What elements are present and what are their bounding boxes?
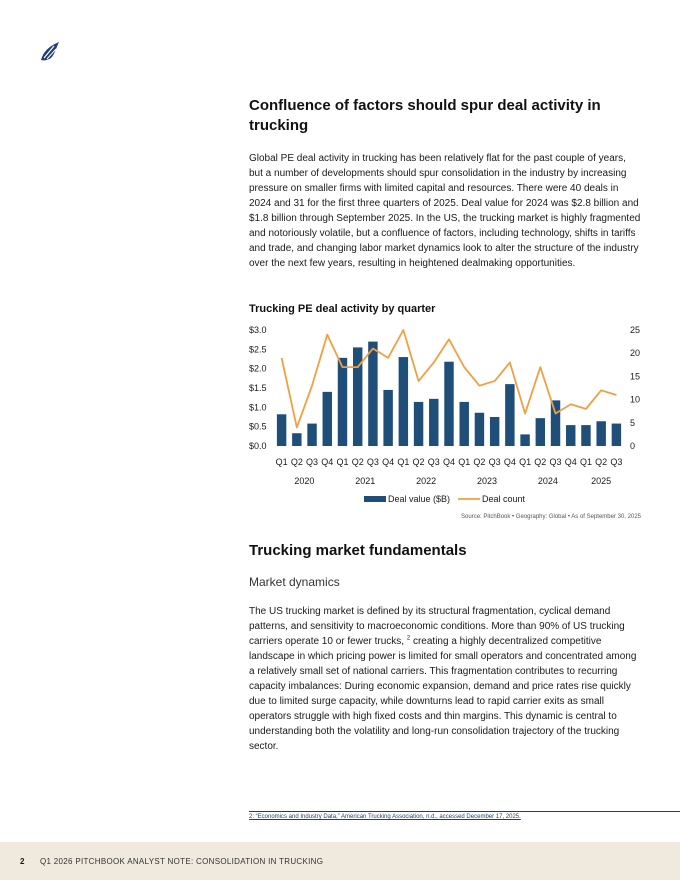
x-tick-label: Q2: [351, 457, 364, 467]
left-axis-tick: $2.5: [249, 344, 267, 355]
bar-4: [338, 358, 347, 446]
right-axis-tick: 10: [630, 394, 641, 405]
market-paragraph: [249, 604, 641, 754]
x-tick-label: Q2: [290, 457, 303, 467]
right-axis-tick: 20: [630, 348, 641, 359]
subhead-market-dynamics: Market dynamics: [249, 575, 340, 589]
x-tick-label: Q4: [321, 457, 334, 467]
page-footer: [0, 842, 680, 880]
bar-11: [444, 362, 453, 446]
footnote-ref[interactable]: 2: [406, 635, 411, 642]
bar-10: [429, 399, 438, 446]
bar-17: [536, 418, 545, 446]
x-tick-label: Q3: [366, 457, 379, 467]
x-tick-label: Q2: [595, 457, 608, 467]
bar-8: [399, 357, 408, 446]
bar-22: [612, 424, 621, 446]
bar-1: [292, 433, 301, 446]
legend-bar-swatch: [364, 496, 386, 502]
x-tick-label: Q2: [412, 457, 425, 467]
x-tick-label: Q2: [534, 457, 547, 467]
bar-18: [551, 400, 560, 446]
left-axis-tick: $3.0: [249, 325, 267, 335]
left-axis-tick: $1.5: [249, 383, 267, 393]
x-tick-label: Q4: [382, 457, 395, 467]
left-axis-tick: $2.0: [249, 363, 267, 374]
x-tick-label: Q1: [336, 457, 349, 467]
year-label: 2023: [477, 476, 498, 486]
right-axis-tick: 15: [630, 371, 641, 382]
x-tick-label: Q3: [488, 457, 501, 467]
chart-source: Source: PitchBook • Geography: Global • As of September 30, 2025: [461, 514, 641, 520]
chart-title: Trucking PE deal activity by quarter: [249, 303, 436, 315]
bar-2: [307, 424, 316, 446]
x-tick-label: Q1: [579, 457, 592, 467]
bar-12: [460, 402, 469, 446]
year-label: 2022: [416, 476, 437, 486]
footnote-divider: [249, 811, 680, 812]
market-paragraph-part2: creating a highly decentralized competitive landscape in which pricing power is limited for small operators and concentrated among a relatively small set of national carriers. This fragmentation contributes to recurring capacity imbalances: During economic expansion, demand and price rates rise quickly due to limited surge capacity, while downturns lead to rapid carrier exits as small operators struggle with high fixed costs and thin margins. This dynamic is central to understanding both the volatility and long-run consolidation trajectory of the trucking sector.: [249, 636, 637, 752]
x-tick-label: Q3: [427, 457, 440, 467]
bar-7: [383, 390, 392, 446]
bar-20: [581, 425, 590, 446]
section-title-fundamentals: Trucking market fundamentals: [249, 542, 467, 559]
x-tick-label: Q3: [306, 457, 319, 467]
legend-line-label: Deal count: [482, 494, 526, 504]
deal-activity-chart: [240, 318, 660, 518]
bar-15: [505, 384, 514, 446]
x-tick-label: Q2: [473, 457, 486, 467]
x-tick-label: Q3: [549, 457, 562, 467]
legend-bar-label: Deal value ($B): [388, 494, 451, 504]
x-tick-label: Q4: [564, 457, 577, 467]
x-tick-label: Q1: [275, 457, 288, 467]
year-label: 2024: [537, 476, 558, 486]
x-tick-label: Q1: [397, 457, 410, 467]
right-axis-tick: 25: [630, 325, 641, 335]
bar-16: [520, 434, 529, 446]
year-label: 2025: [591, 476, 612, 486]
bar-6: [368, 342, 377, 446]
bar-19: [566, 425, 575, 446]
year-label: 2020: [294, 476, 315, 486]
bar-3: [323, 392, 332, 446]
left-axis-tick: $0.5: [249, 421, 267, 432]
x-tick-label: Q3: [610, 457, 623, 467]
intro-paragraph: Global PE deal activity in trucking has been relatively flat for the past couple of years, but a number of developments should spur consolidation in the industry by increasing pressure on smaller firms with limited capital and resources. There were 40 deals in 2024 and 31 for the first three quarters of 2025. Deal value for 2024 was $2.8 billion and $1.8 billion through September 2025. In the US, the trucking market is highly fragmented and notoriously volatile, but a confluence of factors, including technology, shifts in tariffs and trade, and changing labor market dynamics look to alter the structure of the industry over the next few years, resulting in heightened dealmaking opportunities.: [249, 153, 641, 269]
left-axis-tick: $1.0: [249, 402, 267, 413]
x-tick-label: Q1: [519, 457, 532, 467]
right-axis-tick: 5: [630, 417, 636, 428]
footer-title: Q1 2026 PITCHBOOK ANALYST NOTE: CONSOLIDATION IN TRUCKING: [40, 857, 324, 866]
pitchbook-logo-icon: [38, 40, 62, 64]
bar-9: [414, 402, 423, 446]
bar-14: [490, 417, 499, 446]
year-label: 2021: [355, 476, 376, 486]
left-axis-tick: $0.0: [249, 441, 267, 451]
page-number: 2: [20, 857, 25, 866]
right-axis-tick: 0: [630, 441, 636, 451]
bar-0: [277, 414, 286, 446]
footnote-link[interactable]: 2: “Economics and Industry Data,” American Trucking Association, n.d., accessed December 17, 2025.: [249, 814, 521, 820]
bar-13: [475, 413, 484, 446]
bar-21: [596, 421, 605, 446]
x-tick-label: Q4: [503, 457, 516, 467]
x-tick-label: Q4: [442, 457, 456, 467]
market-paragraph-part1: The US trucking market is defined by its structural fragmentation, cyclical demand patterns, and sensitivity to macroeconomic conditions. More than 90% of US trucking carriers operate 10 or fewer trucks,: [249, 606, 625, 647]
x-tick-label: Q1: [458, 457, 471, 467]
section-title: Confluence of factors should spur deal activity in trucking: [249, 97, 601, 134]
